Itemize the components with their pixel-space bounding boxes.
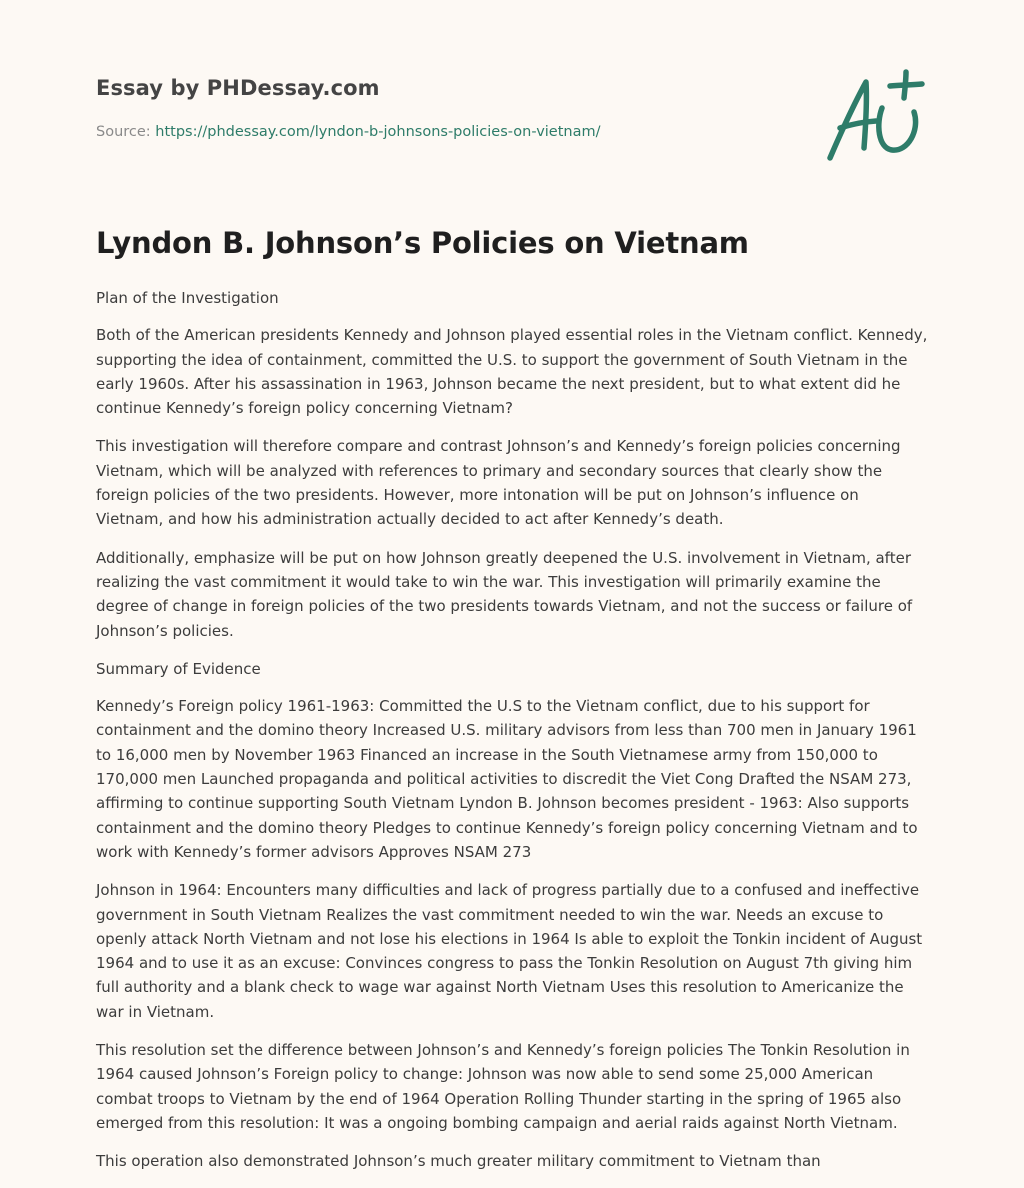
a-plus-logo-icon [822,68,926,164]
paragraph: This investigation will therefore compare and contrast Johnson’s and Kennedy’s foreign policies concerning Vietnam, which will be analyzed with references to primary and secondary sources that clearly show the foreign policies of the two presidents. However, more intonation will be put on Johnson’s influence on Vietnam, and how his administration actually decided to act after Kennedy’s death. [96,437,901,529]
section-heading-summary: Summary of Evidence [96,659,261,678]
site-brand: Essay by PHDessay.com [96,76,380,100]
paragraph: This resolution set the difference between Johnson’s and Kennedy’s foreign policies The Tonkin Resolution in 1964 caused Johnson’s Foreign policy to change: Johnson was now able to send some 25,000 American combat troops to Vietnam by the end of 1964 Operation Rolling Thunder starting in the spring of 1965 also emerged from this resolution: It was a ongoing bombing campaign and aerial raids against North Vietnam. [96,1041,910,1132]
paragraph: Additionally, emphasize will be put on how Johnson greatly deepened the U.S. involvement in Vietnam, after realizing the vast commitment it would take to win the war. This investigation will primarily examine the degree of change in foreign policies of the two presidents towards Vietnam, and not the success or failure of Johnson’s policies. [96,548,913,640]
essay-title: Lyndon B. Johnson’s Policies on Vietnam [96,226,749,260]
paragraph: Kennedy’s Foreign policy 1961-1963: Committed the U.S to the Vietnam conflict, due to his support for containment and the domino theory Increased U.S. military advisors from less than 700 men in January 1961 to 16,000 men by November 1963 Financed an increase in the South Vietnamese army from 150,000 to 170,000 men Launched propaganda and political activities to discredit the Viet Cong Drafted the NSAM 273, affirming to continue supporting South Vietnam Lyndon B. Johnson becomes president - 1963: Also supports containment and the domino theory Pledges to continue Kennedy’s foreign policy concerning Vietnam and to work with Kennedy’s former advisors Approves NSAM 273 [96,697,918,861]
paragraph: Both of the American presidents Kennedy and Johnson played essential roles in the Vietnam conflict. Kennedy, supporting the idea of containment, committed the U.S. to support the government of South Vietnam in the early 1960s. After his assassination in 1963, Johnson became the next president, but to what extent did he continue Kennedy’s foreign policy concerning Vietnam? [96,326,928,418]
section-heading-plan: Plan of the Investigation [96,289,279,307]
essay-body [96,286,928,1188]
source-link[interactable]: https://phdessay.com/lyndon-b-johnsons-policies-on-vietnam/ [155,124,601,140]
source-label: Source: [96,124,156,140]
source-line [96,124,601,140]
paragraph: Johnson in 1964: Encounters many difficulties and lack of progress partially due to a confused and ineffective government in South Vietnam Realizes the vast commitment needed to win the war. Needs an excuse to openly attack North Vietnam and not lose his elections in 1964 Is able to exploit the Tonkin incident of August 1964 and to use it as an excuse: Convinces congress to pass the Tonkin Resolution on August 7th giving him full authority and a blank check to wage war against North Vietnam Uses this resolution to Americanize the war in Vietnam. [96,881,923,1021]
paragraph: This operation also demonstrated Johnson’s much greater military commitment to Vietnam than [96,1152,821,1171]
